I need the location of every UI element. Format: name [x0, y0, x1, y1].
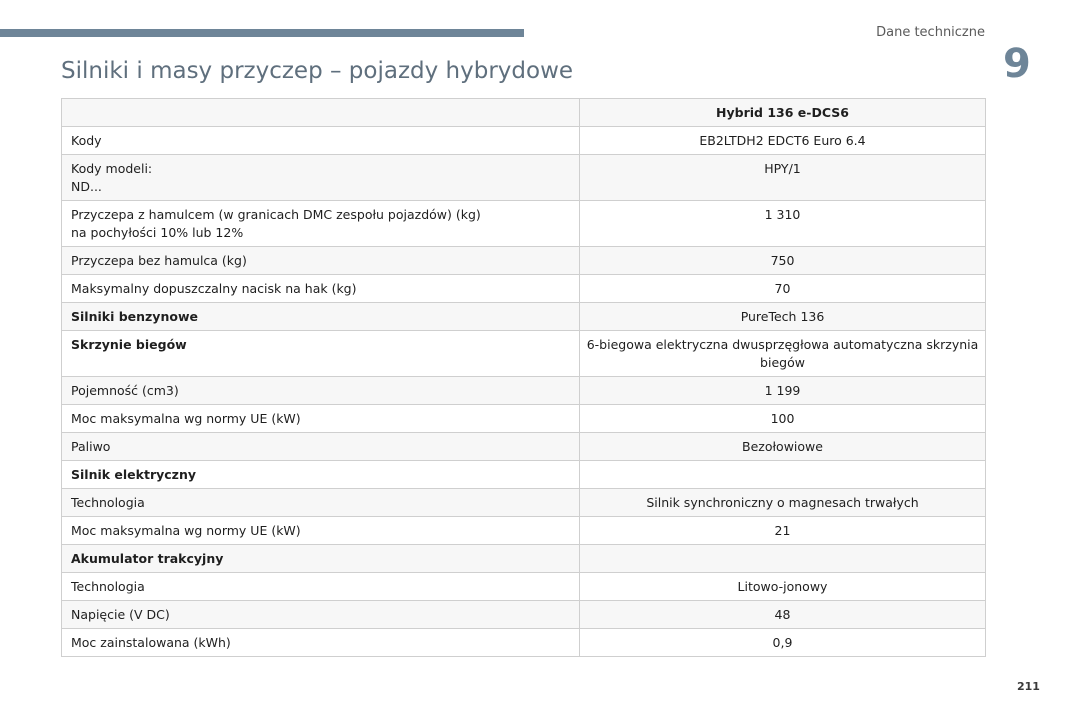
- row-label-secondary: ND...: [71, 179, 102, 194]
- table-row: [62, 303, 986, 331]
- row-label-cell: [62, 517, 580, 545]
- row-value-cell: [580, 377, 986, 405]
- row-label-cell: [62, 303, 580, 331]
- row-label: Skrzynie biegów: [71, 337, 187, 352]
- row-label-cell: [62, 127, 580, 155]
- row-label-cell: [62, 433, 580, 461]
- row-value: PureTech 136: [740, 309, 825, 324]
- spec-table: [61, 98, 986, 657]
- row-label-cell: [62, 377, 580, 405]
- row-label: Pojemność (cm3): [71, 383, 179, 398]
- table-row: [62, 155, 986, 201]
- table-row: [62, 275, 986, 303]
- table-row: [62, 377, 986, 405]
- row-label-cell: [62, 247, 580, 275]
- table-row: [62, 573, 986, 601]
- row-value: 750: [770, 253, 795, 268]
- row-value-cell: [580, 275, 986, 303]
- section-label: Dane techniczne: [876, 25, 985, 40]
- row-label: Maksymalny dopuszczalny nacisk na hak (kg): [71, 281, 357, 296]
- row-label: Kody: [71, 133, 102, 148]
- row-label: Moc zainstalowana (kWh): [71, 635, 231, 650]
- row-label: Moc maksymalna wg normy UE (kW): [71, 523, 301, 538]
- table-row: [62, 331, 986, 377]
- row-value-cell: [580, 601, 986, 629]
- row-value-cell: [580, 405, 986, 433]
- table-row: [62, 433, 986, 461]
- row-value-cell: [580, 201, 986, 247]
- header-empty-cell: [62, 99, 580, 127]
- chapter-number: 9: [1003, 41, 1031, 87]
- row-value-cell: [580, 247, 986, 275]
- table-row: [62, 461, 986, 489]
- table-row: [62, 601, 986, 629]
- row-value: 100: [770, 411, 795, 426]
- page-title: Silniki i masy przyczep – pojazdy hybrydowe: [61, 58, 574, 84]
- row-value: 0,9: [772, 635, 793, 650]
- row-label-cell: [62, 601, 580, 629]
- row-value-cell: [580, 489, 986, 517]
- row-value: EB2LTDH2 EDCT6 Euro 6.4: [699, 133, 866, 148]
- top-accent-bar: [0, 29, 524, 37]
- table-row: [62, 201, 986, 247]
- row-label: Przyczepa bez hamulca (kg): [71, 253, 247, 268]
- row-label: Paliwo: [71, 439, 111, 454]
- row-value-cell: [580, 573, 986, 601]
- row-value: Bezołowiowe: [742, 439, 823, 454]
- row-label-cell: [62, 545, 580, 573]
- row-value: 1 199: [764, 383, 801, 398]
- page-number: 211: [1017, 680, 1040, 693]
- table-row: [62, 405, 986, 433]
- row-value-cell: [580, 433, 986, 461]
- row-label-cell: [62, 405, 580, 433]
- row-label-secondary: na pochyłości 10% lub 12%: [71, 225, 244, 240]
- row-value-cell: [580, 155, 986, 201]
- table-header-row: [62, 99, 986, 127]
- row-value-cell: [580, 127, 986, 155]
- row-label-cell: [62, 275, 580, 303]
- row-value: Silnik synchroniczny o magnesach trwałych: [646, 495, 919, 510]
- row-label-cell: [62, 331, 580, 377]
- row-value: 1 310: [764, 207, 801, 222]
- row-label: Silniki benzynowe: [71, 309, 198, 324]
- table-row: [62, 517, 986, 545]
- row-value: [580, 545, 985, 572]
- row-label-cell: [62, 155, 580, 201]
- row-label: Napięcie (V DC): [71, 607, 170, 622]
- row-label: Moc maksymalna wg normy UE (kW): [71, 411, 301, 426]
- row-value: Litowo-jonowy: [737, 579, 828, 594]
- row-label: Przyczepa z hamulcem (w granicach DMC zespołu pojazdów) (kg): [71, 207, 481, 222]
- row-value: 48: [774, 607, 791, 622]
- row-value: 6-biegowa elektryczna dwusprzęgłowa automatyczna skrzynia biegów: [586, 337, 979, 370]
- row-label-cell: [62, 461, 580, 489]
- table-row: [62, 127, 986, 155]
- row-value-cell: [580, 629, 986, 657]
- row-label-cell: [62, 573, 580, 601]
- row-label: Technologia: [71, 495, 145, 510]
- row-value-cell: [580, 517, 986, 545]
- row-value-cell: [580, 461, 986, 489]
- row-value-cell: [580, 545, 986, 573]
- row-value: 70: [774, 281, 791, 296]
- row-value: [580, 461, 985, 488]
- row-label-cell: [62, 489, 580, 517]
- row-label: Akumulator trakcyjny: [71, 551, 224, 566]
- table-row: [62, 247, 986, 275]
- row-label-cell: [62, 629, 580, 657]
- row-label-cell: [62, 201, 580, 247]
- row-value-cell: [580, 331, 986, 377]
- row-value: 21: [774, 523, 791, 538]
- row-label: Silnik elektryczny: [71, 467, 196, 482]
- row-value: HPY/1: [764, 161, 801, 176]
- table-row: [62, 629, 986, 657]
- column-header: Hybrid 136 e-DCS6: [580, 99, 986, 127]
- table-row: [62, 489, 986, 517]
- row-label: Technologia: [71, 579, 145, 594]
- row-label: Kody modeli:: [71, 161, 153, 176]
- table-row: [62, 545, 986, 573]
- row-value-cell: [580, 303, 986, 331]
